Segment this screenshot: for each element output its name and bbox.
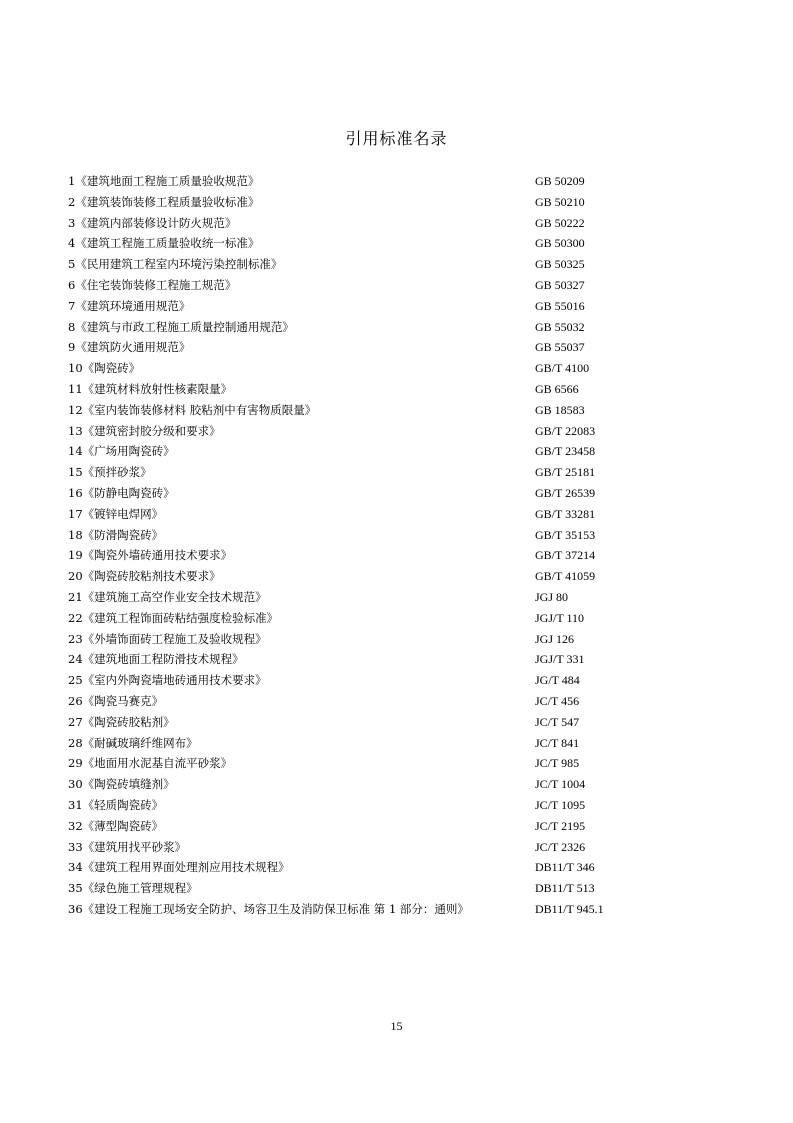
reference-title: 7《建筑环境通用规范》	[68, 298, 191, 313]
reference-row	[68, 753, 728, 774]
reference-code: JGJ 126	[535, 631, 575, 646]
reference-code: GB/T 35153	[535, 527, 596, 542]
reference-code: GB/T 4100	[535, 361, 590, 376]
reference-code: GB/T 26539	[535, 485, 596, 500]
reference-title: 15《预拌砂浆》	[68, 465, 152, 480]
reference-row	[68, 795, 728, 816]
reference-title: 11《建筑材料放射性核素限量》	[68, 381, 233, 396]
reference-code: GB 55016	[535, 298, 585, 313]
reference-row	[68, 254, 728, 275]
reference-title: 12《室内装饰装修材料 胶粘剂中有害物质限量》	[68, 402, 317, 417]
reference-row	[68, 358, 728, 379]
reference-title: 30《陶瓷砖填缝剂》	[68, 777, 175, 792]
reference-row	[68, 774, 728, 795]
reference-title: 23《外墙饰面砖工程施工及验收规程》	[68, 631, 267, 646]
reference-row	[68, 317, 728, 338]
reference-row	[68, 816, 728, 837]
reference-code: DB11/T 346	[535, 860, 595, 875]
reference-title: 34《建筑工程用界面处理剂应用技术规程》	[68, 860, 290, 875]
reference-code: GB 50325	[535, 257, 585, 272]
reference-code: JC/T 2195	[535, 818, 586, 833]
reference-code: GB 50210	[535, 194, 585, 209]
reference-row	[68, 233, 728, 254]
reference-row	[68, 171, 728, 192]
reference-code: JC/T 841	[535, 735, 580, 750]
reference-title: 14《广场用陶瓷砖》	[68, 444, 175, 459]
reference-row	[68, 566, 728, 587]
reference-list	[68, 171, 728, 920]
reference-title: 22《建筑工程饰面砖粘结强度检验标准》	[68, 610, 279, 625]
reference-title: 5《民用建筑工程室内环境污染控制标准》	[68, 257, 283, 272]
page-title: 引用标准名录	[345, 129, 448, 148]
reference-row	[68, 462, 728, 483]
reference-row	[68, 608, 728, 629]
reference-code: GB/T 25181	[535, 465, 596, 480]
reference-row	[68, 525, 728, 546]
page-number: 15	[390, 1019, 403, 1033]
reference-row	[68, 379, 728, 400]
reference-title: 13《建筑密封胶分级和要求》	[68, 423, 221, 438]
reference-title: 17《镀锌电焊网》	[68, 506, 164, 521]
reference-row	[68, 629, 728, 650]
reference-code: JC/T 1095	[535, 797, 586, 812]
reference-title: 28《耐碱玻璃纤维网布》	[68, 735, 198, 750]
reference-title: 3《建筑内部装修设计防火规范》	[68, 215, 237, 230]
reference-row	[68, 649, 728, 670]
reference-row	[68, 878, 728, 899]
reference-title: 26《陶瓷马赛克》	[68, 693, 164, 708]
reference-code: DB11/T 513	[535, 881, 595, 896]
reference-title: 33《建筑用找平砂浆》	[68, 839, 187, 854]
reference-row	[68, 441, 728, 462]
reference-code: JGJ 80	[535, 589, 569, 604]
reference-code: JC/T 456	[535, 693, 580, 708]
reference-title: 9《建筑防火通用规范》	[68, 340, 191, 355]
reference-row	[68, 837, 728, 858]
reference-code: GB 50222	[535, 215, 585, 230]
reference-row	[68, 483, 728, 504]
reference-code: GB 18583	[535, 402, 585, 417]
reference-title: 18《防滑陶瓷砖》	[68, 527, 164, 542]
reference-title: 36《建设工程施工现场安全防护、场容卫生及消防保卫标准 第 1 部分：通则》	[68, 901, 469, 916]
reference-row	[68, 192, 728, 213]
reference-title: 25《室内外陶瓷墙地砖通用技术要求》	[68, 673, 267, 688]
reference-title: 27《陶瓷砖胶粘剂》	[68, 714, 175, 729]
reference-code: JC/T 2326	[535, 839, 586, 854]
reference-code: GB 50300	[535, 236, 585, 251]
reference-code: GB/T 22083	[535, 423, 596, 438]
reference-row	[68, 275, 728, 296]
reference-title: 4《建筑工程施工质量验收统一标准》	[68, 236, 260, 251]
reference-title: 19《陶瓷外墙砖通用技术要求》	[68, 548, 233, 563]
reference-code: GB 6566	[535, 381, 579, 396]
reference-title: 32《薄型陶瓷砖》	[68, 818, 164, 833]
reference-code: DB11/T 945.1	[535, 901, 604, 916]
reference-code: GB/T 37214	[535, 548, 596, 563]
reference-title: 21《建筑施工高空作业安全技术规范》	[68, 589, 267, 604]
reference-row	[68, 733, 728, 754]
reference-code: JC/T 985	[535, 756, 580, 771]
reference-row	[68, 421, 728, 442]
reference-title: 8《建筑与市政工程施工质量控制通用规范》	[68, 319, 294, 334]
reference-row	[68, 691, 728, 712]
reference-row	[68, 504, 728, 525]
reference-row	[68, 899, 728, 920]
reference-code: GB/T 41059	[535, 569, 596, 584]
reference-title: 2《建筑装饰装修工程质量验收标准》	[68, 194, 260, 209]
reference-code: JGJ/T 110	[535, 610, 585, 625]
reference-code: GB/T 33281	[535, 506, 596, 521]
reference-title: 24《建筑地面工程防滑技术规程》	[68, 652, 244, 667]
reference-code: JC/T 1004	[535, 777, 586, 792]
reference-title: 6《住宅装饰装修工程施工规范》	[68, 277, 237, 292]
reference-row	[68, 400, 728, 421]
reference-title: 20《陶瓷砖胶粘剂技术要求》	[68, 569, 221, 584]
reference-title: 31《轻质陶瓷砖》	[68, 797, 164, 812]
reference-title: 35《绿色施工管理规程》	[68, 881, 198, 896]
reference-row	[68, 857, 728, 878]
reference-row	[68, 337, 728, 358]
reference-code: GB 55032	[535, 319, 585, 334]
reference-code: GB/T 23458	[535, 444, 596, 459]
reference-title: 10《陶瓷砖》	[68, 361, 141, 376]
reference-row	[68, 587, 728, 608]
reference-code: JGJ/T 331	[535, 652, 585, 667]
reference-code: JG/T 484	[535, 673, 580, 688]
reference-row	[68, 213, 728, 234]
reference-code: GB 50209	[535, 174, 585, 188]
reference-code: GB 55037	[535, 340, 585, 355]
reference-title: 29《地面用水泥基自流平砂浆》	[68, 756, 233, 771]
reference-row	[68, 545, 728, 566]
reference-code: GB 50327	[535, 277, 585, 292]
reference-row	[68, 296, 728, 317]
reference-row	[68, 712, 728, 733]
reference-title: 16《防静电陶瓷砖》	[68, 485, 175, 500]
reference-code: JC/T 547	[535, 714, 580, 729]
reference-row	[68, 670, 728, 691]
reference-title: 1《建筑地面工程施工质量验收规范》	[68, 174, 260, 188]
